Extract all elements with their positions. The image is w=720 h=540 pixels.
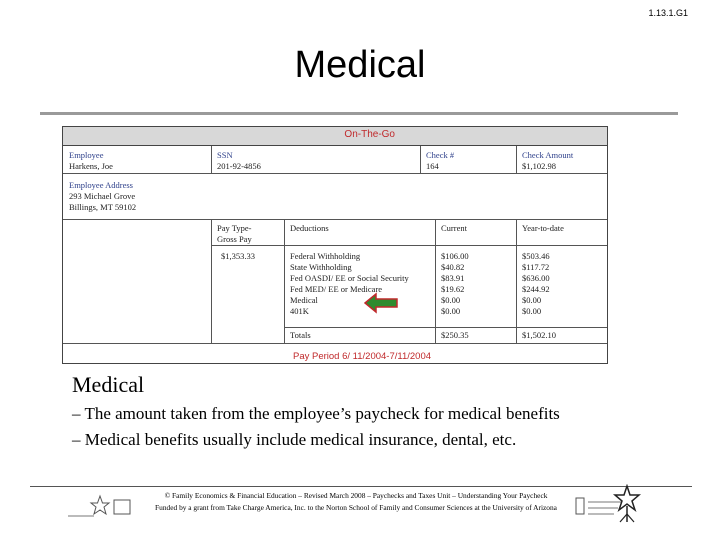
deduction-name: Fed MED/ EE or Medicare	[290, 284, 383, 294]
check-number-label: Check #	[426, 150, 455, 160]
deduction-ytd: $0.00	[522, 306, 542, 316]
stub-divider	[211, 245, 607, 246]
paycheck-stub	[62, 126, 608, 364]
ytd-list	[522, 251, 550, 317]
stub-divider	[63, 343, 607, 344]
employee-value: Harkens, Joe	[69, 161, 113, 171]
pay-period: Pay Period 6/ 11/2004-7/11/2004	[293, 351, 432, 362]
employee-label: Employee	[69, 150, 104, 160]
ssn-value: 201-92-4856	[217, 161, 261, 171]
deduction-ytd: $244.92	[522, 284, 550, 294]
stub-divider	[284, 327, 607, 328]
deductions-header: Deductions	[290, 223, 329, 233]
title-divider	[40, 112, 678, 115]
stub-divider	[516, 219, 517, 343]
deduction-current: $0.00	[441, 306, 461, 316]
bullet-item: – The amount taken from the employee’s paycheck for medical benefits	[72, 404, 560, 423]
deduction-name: Medical	[290, 295, 318, 305]
pay-type-header	[217, 223, 252, 245]
stub-divider	[211, 146, 212, 173]
stub-divider	[420, 146, 421, 173]
totals-current: $250.35	[441, 330, 469, 340]
stub-divider	[211, 219, 212, 343]
arrow-left-icon	[364, 292, 398, 314]
gross-pay-value: $1,353.33	[221, 251, 255, 261]
company-name: On-The-Go	[63, 127, 607, 146]
deduction-name: 401K	[290, 306, 309, 316]
stub-divider	[63, 219, 607, 220]
totals-ytd: $1,502.10	[522, 330, 556, 340]
slide-id: 1.13.1.G1	[648, 8, 688, 18]
stub-divider	[516, 146, 517, 173]
stub-divider	[284, 219, 285, 343]
ytd-header: Year-to-date	[522, 223, 564, 233]
address-label: Employee Address	[69, 180, 133, 190]
footer-divider	[30, 486, 692, 487]
star-figure-icon	[612, 484, 642, 524]
slide-title: Medical	[294, 44, 426, 86]
address-line1: 293 Michael Grove	[69, 191, 136, 201]
pay-type-header-line1: Pay Type-	[217, 223, 252, 233]
check-amount-field	[522, 150, 573, 172]
address-field	[69, 180, 136, 213]
deduction-ytd: $117.72	[522, 262, 550, 272]
check-number-value: 164	[426, 161, 439, 171]
pay-type-header-line2: Gross Pay	[217, 234, 252, 244]
totals-label: Totals	[290, 330, 311, 340]
footer-text	[140, 490, 572, 514]
deduction-current: $83.91	[441, 273, 465, 283]
deduction-name: Fed OASDI/ EE or Social Security	[290, 273, 409, 283]
check-amount-value: $1,102.98	[522, 161, 556, 171]
deduction-current: $0.00	[441, 295, 461, 305]
deduction-ytd: $0.00	[522, 295, 542, 305]
check-number-field	[426, 150, 454, 172]
ssn-field	[217, 150, 261, 172]
check-amount-label: Check Amount	[522, 150, 574, 160]
bullet-item: – Medical benefits usually include medical insurance, dental, etc.	[72, 430, 517, 449]
current-list	[441, 251, 469, 317]
stub-divider	[63, 173, 607, 174]
deduction-current: $19.62	[441, 284, 465, 294]
stub-divider	[435, 219, 436, 343]
deduction-current: $40.82	[441, 262, 465, 272]
take-charge-america-logo	[64, 494, 136, 520]
current-header: Current	[441, 223, 467, 233]
ssn-label: SSN	[217, 150, 233, 160]
deduction-name: Federal Withholding	[290, 251, 361, 261]
section-heading: Medical	[72, 372, 145, 397]
footer-line2: Funded by a grant from Take Charge America, Inc. to the Norton School of Family and Consumer Sciences at the University of Arizona	[155, 503, 557, 512]
deduction-name: State Withholding	[290, 262, 352, 272]
deduction-current: $106.00	[441, 251, 469, 261]
deductions-list	[290, 251, 434, 317]
address-line2: Billings, MT 59102	[69, 202, 137, 212]
footer-line1: © Family Economics & Financial Education – Revised March 2008 – Paychecks and Taxes Unit – Understanding Your Paycheck	[164, 491, 548, 500]
bullet-list	[72, 404, 560, 456]
employee-field	[69, 150, 113, 172]
deduction-ytd: $636.00	[522, 273, 550, 283]
deduction-ytd: $503.46	[522, 251, 550, 261]
